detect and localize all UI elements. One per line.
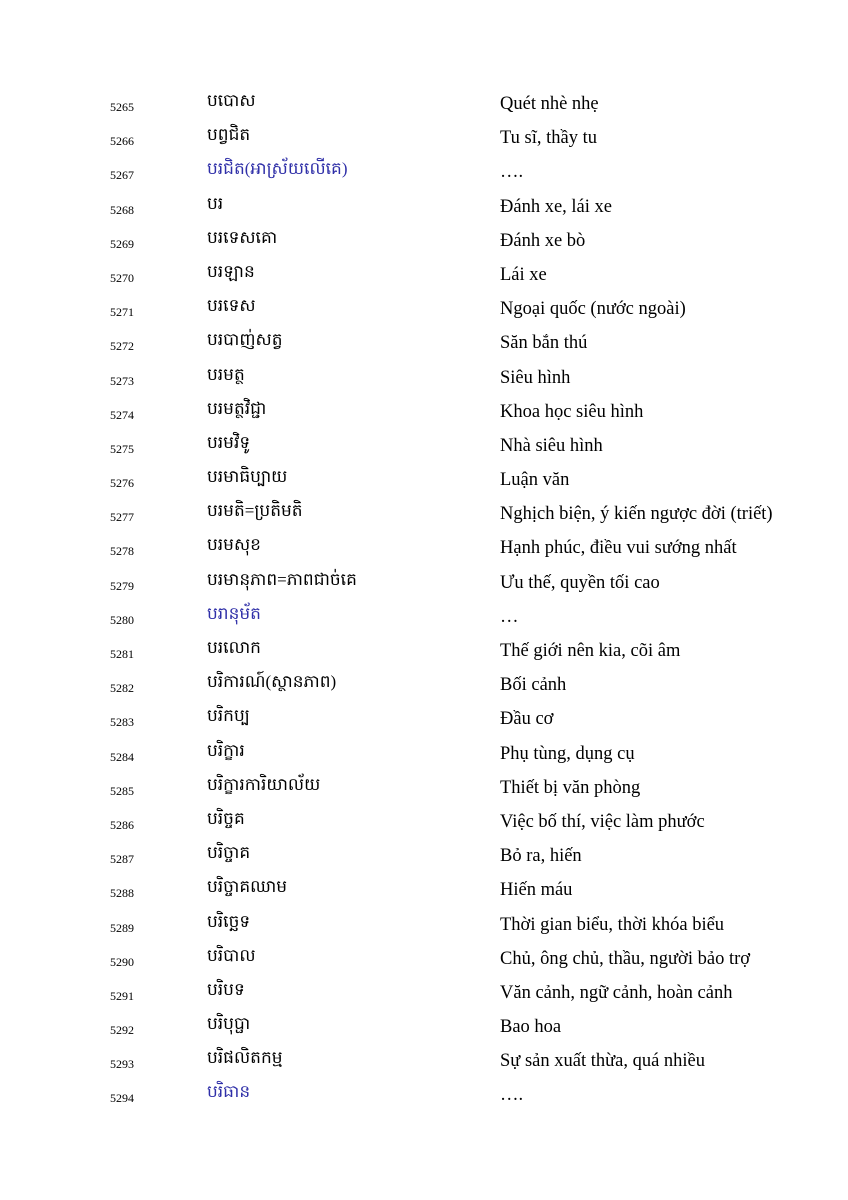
entry-number: 5293 xyxy=(110,1057,134,1072)
khmer-term: បរិកប្ប xyxy=(207,706,250,726)
entry-number: 5285 xyxy=(110,783,134,798)
entry-number: 5276 xyxy=(110,476,134,491)
entry-number: 5274 xyxy=(110,407,134,422)
entry-number: 5278 xyxy=(110,544,134,559)
khmer-term: បរឡាន xyxy=(207,261,255,281)
entry-row xyxy=(0,565,848,599)
khmer-term: បបោស xyxy=(207,91,256,110)
entry-row xyxy=(0,394,848,428)
vietnamese-definition: Tu sĩ, thầy tu xyxy=(500,128,597,149)
vietnamese-definition: Phụ tùng, dụng cụ xyxy=(500,743,635,764)
entry-number: 5270 xyxy=(110,270,134,285)
entry-number: 5288 xyxy=(110,886,134,901)
khmer-term: បរិបុប្ផា xyxy=(207,1014,251,1034)
khmer-term: បរមសុខ xyxy=(207,535,261,555)
entry-row xyxy=(0,86,848,120)
entry-row xyxy=(0,496,848,530)
entry-row xyxy=(0,428,848,462)
vietnamese-definition: Đầu cơ xyxy=(500,709,554,730)
entry-number: 5267 xyxy=(110,168,134,183)
entry-row xyxy=(0,941,848,975)
entry-row xyxy=(0,189,848,223)
entry-number: 5281 xyxy=(110,647,134,661)
entry-number: 5283 xyxy=(110,715,134,730)
vietnamese-definition: Thời gian biểu, thời khóa biểu xyxy=(500,914,725,935)
vietnamese-definition: Hạnh phúc, điều vui sướng nhất xyxy=(500,538,737,559)
vietnamese-definition: Bỏ ra, hiến xyxy=(500,846,582,867)
vietnamese-definition: Văn cảnh, ngữ cảnh, hoàn cảnh xyxy=(500,982,733,1003)
khmer-term: បរទេស xyxy=(207,296,256,316)
vietnamese-definition: Lái xe xyxy=(500,264,547,285)
entry-number: 5265 xyxy=(110,100,134,114)
khmer-term: បរិការណ៍(ស្ថានភាព) xyxy=(207,672,337,692)
entry-number: 5279 xyxy=(110,578,134,593)
entry-number: 5287 xyxy=(110,852,134,867)
khmer-term: បរ xyxy=(207,193,224,213)
khmer-term: បរទេសគោ xyxy=(207,227,278,247)
khmer-term: បរិបទ xyxy=(207,979,245,999)
khmer-term: បរិផលិតកម្ម xyxy=(207,1048,283,1068)
vietnamese-definition: Đánh xe bò xyxy=(500,230,586,251)
khmer-term: បរលោក xyxy=(207,638,261,657)
khmer-term: បរិក្ខារការិយាល័យ xyxy=(207,774,321,794)
entry-number: 5269 xyxy=(110,236,134,251)
entry-row xyxy=(0,804,848,838)
entry-row xyxy=(0,462,848,496)
entry-row xyxy=(0,154,848,188)
vietnamese-definition: …. xyxy=(500,1085,524,1106)
entry-number: 5273 xyxy=(110,373,134,388)
entry-number: 5286 xyxy=(110,817,134,832)
vietnamese-definition: Luận văn xyxy=(500,470,570,491)
entry-row xyxy=(0,872,848,906)
entry-row xyxy=(0,257,848,291)
entry-row xyxy=(0,633,848,667)
vietnamese-definition: Hiến máu xyxy=(500,880,573,901)
entry-row xyxy=(0,1077,848,1111)
entry-number: 5284 xyxy=(110,749,134,764)
vietnamese-definition: Ngoại quốc (nước ngoài) xyxy=(500,299,686,320)
khmer-term: បរិបាល xyxy=(207,945,256,965)
entry-row xyxy=(0,599,848,633)
vietnamese-definition: Thế giới nên kia, cõi âm xyxy=(500,641,681,661)
entry-row xyxy=(0,530,848,564)
vietnamese-definition: Bối cảnh xyxy=(500,675,567,696)
khmer-term: បរមានុភាព=ភាពជាច់គេ xyxy=(207,569,357,589)
entry-row xyxy=(0,975,848,1009)
entry-number: 5268 xyxy=(110,202,134,217)
vietnamese-definition: Ưu thế, quyền tối cao xyxy=(500,572,660,593)
vietnamese-definition: Nhà siêu hình xyxy=(500,435,603,456)
entry-number: 5277 xyxy=(110,510,134,525)
entry-row xyxy=(0,838,848,872)
vietnamese-definition: Thiết bị văn phòng xyxy=(500,777,641,798)
vietnamese-definition: Săn bắn thú xyxy=(500,333,588,354)
vietnamese-definition: Chủ, ông chủ, thầu, người bảo trợ xyxy=(500,948,751,969)
vietnamese-definition: Đánh xe, lái xe xyxy=(500,196,612,217)
entry-number: 5271 xyxy=(110,305,134,320)
entry-row xyxy=(0,291,848,325)
khmer-term: បរិច្ចគ xyxy=(207,808,245,828)
entry-row xyxy=(0,360,848,394)
entry-row xyxy=(0,736,848,770)
vietnamese-definition: …. xyxy=(500,162,524,183)
khmer-term: បរមត្ថ xyxy=(207,364,245,384)
entry-row xyxy=(0,120,848,154)
khmer-term: បរិក្ខារ xyxy=(207,740,245,760)
vietnamese-definition: Sự sản xuất thừa, quá nhiều xyxy=(500,1051,706,1072)
vietnamese-definition: Khoa học siêu hình xyxy=(500,401,644,422)
khmer-term: បរិច្ឆេទ xyxy=(207,911,251,931)
khmer-term: បរិច្ចាគឈាម xyxy=(207,877,288,897)
entry-row xyxy=(0,223,848,257)
khmer-term: បរមវិទូ xyxy=(207,432,251,452)
vietnamese-definition: … xyxy=(500,606,519,627)
vietnamese-definition: Siêu hình xyxy=(500,367,571,388)
entry-number: 5275 xyxy=(110,441,134,456)
entry-number: 5272 xyxy=(110,339,134,354)
vietnamese-definition: Quét nhè nhẹ xyxy=(500,94,599,114)
entry-list xyxy=(0,86,848,1112)
entry-row xyxy=(0,770,848,804)
entry-number: 5289 xyxy=(110,920,134,935)
entry-row xyxy=(0,667,848,701)
khmer-term: បរានុម័ត xyxy=(207,603,261,623)
khmer-term: បរមាធិប្បាយ xyxy=(207,467,288,487)
khmer-term: បរមត្ថវិជ្ជា xyxy=(207,398,267,418)
entry-row xyxy=(0,907,848,941)
khmer-term: បរបាញ់សត្វ xyxy=(207,330,283,350)
khmer-term: បរិច្ចាគ xyxy=(207,843,251,863)
vietnamese-definition: Việc bố thí, việc làm phước xyxy=(500,811,705,832)
khmer-term: បរជិត(អាស្រ័យលើគេ) xyxy=(207,159,348,179)
entry-row xyxy=(0,1043,848,1077)
entry-number: 5294 xyxy=(110,1091,134,1106)
entry-row xyxy=(0,701,848,735)
vietnamese-definition: Bao hoa xyxy=(500,1017,562,1038)
vietnamese-definition: Nghịch biện, ý kiến ngược đời (triết) xyxy=(500,504,773,525)
entry-number: 5292 xyxy=(110,1023,134,1038)
entry-number: 5266 xyxy=(110,134,134,149)
entry-number: 5290 xyxy=(110,954,134,969)
khmer-term: បរិធាន xyxy=(207,1082,251,1102)
entry-number: 5280 xyxy=(110,612,134,627)
khmer-term: បព្វជិត xyxy=(207,125,251,145)
entry-row xyxy=(0,325,848,359)
khmer-term: បរមតិ=ប្រតិមតិ xyxy=(207,501,303,521)
entry-row xyxy=(0,1009,848,1043)
entry-number: 5282 xyxy=(110,681,134,696)
entry-number: 5291 xyxy=(110,988,134,1003)
